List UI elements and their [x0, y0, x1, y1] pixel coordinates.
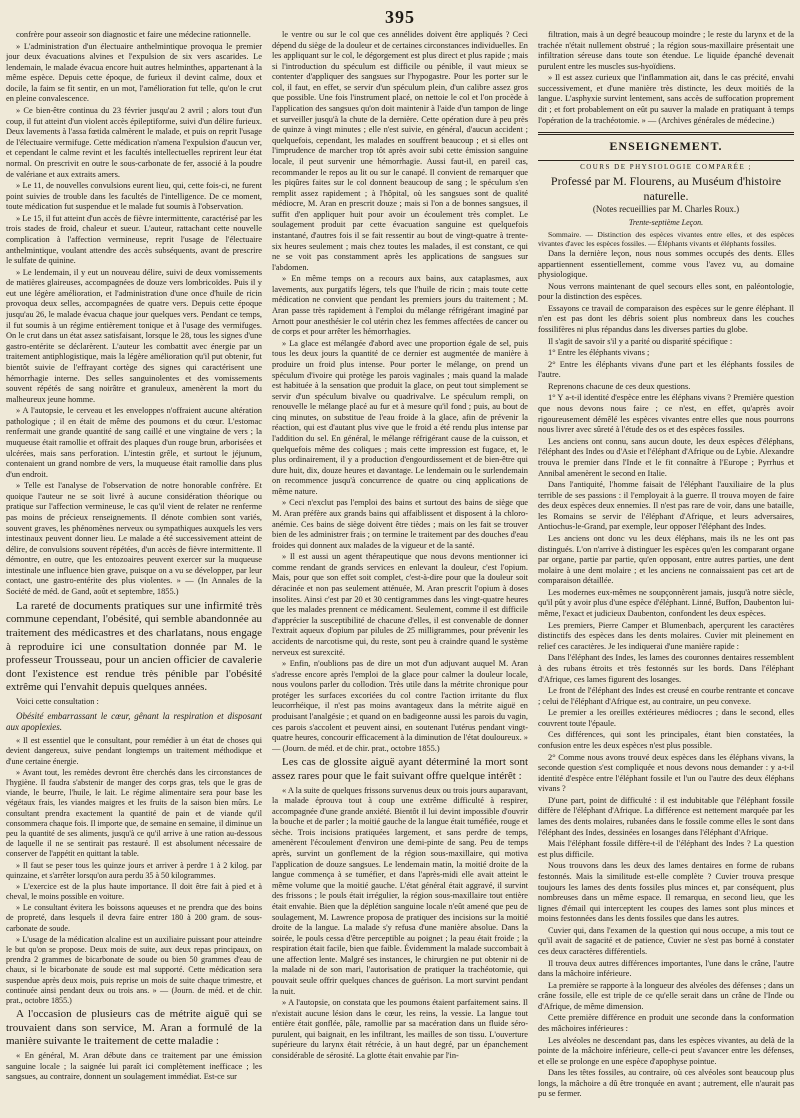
paragraph: » Le consultant évitera les boissons aqueuses et ne prendra que des boins de propreté, dans lesquels il devra faire entrer 180 à 200 gram. de sous-carbonate de soude. — [6, 903, 262, 933]
paragraph: Dans l'antiquité, l'homme faisait de l'éléphant l'auxiliaire de la plus terrible de ses passions : il l'employait à la guerre. Il trouva moyen de faire des deux espèces deux ennemies. Il n'est pas rare de voir, dans une bataille, les Romains se servir de l'éléphant d'Afrique, et leurs adversaires, Antiochus-le-Grand, par exemple, leur opposer l'éléphant des Indes. — [538, 480, 794, 532]
paragraph: La première se rapporte à la longueur des alvéoles des défenses ; dans un crâne fossile, elle est triple de ce qu'elle serait dans un crâne de l'Inde ou d'Afrique, de même dimension. — [538, 980, 794, 1011]
column-1 — [6, 30, 262, 1116]
section-title: ENSEIGNEMENT. — [609, 139, 723, 154]
paragraph: » Telle est l'analyse de l'observation de notre honorable confrère. Et quoique l'auteur ne se soit livré à aucune considération théorique ou pratique sur l'affection vermineuse, le cas qu'il vient de relater ne renferme pas moins de précieux renseignements. Il dénote combien sont variés, souvent graves, les phénomènes nerveux ou sympathiques auxquels les vers intestinaux peuvent donner lieu. Le malade a été successivement atteint de délire, de convulsions souvent répétées, d'un accès de fièvre intermittente. Il démontre, en outre, que les entozoaires peuvent exercer sur la muqueuse intestinale une influence bien grave, puisque on a vu se développer, par leur contact, une gastro-entérite des plus violentes. » — (In Annales de la Société de méd. de Gand, août et septembre, 1855.) — [6, 481, 262, 597]
lecture-title: Trente-septième Leçon. — [628, 217, 704, 227]
paragraph: D'une part, point de difficulté : il est indubitable que l'éléphant fossile diffère de l'éléphant d'Afrique. La différence est nettement marquée par les lames des dents molaires, rubanées dans le fossile comme elles le sont dans l'éléphant des Indes, dessinées en losanges dans l'éléphant d'Afrique. — [538, 795, 794, 837]
paragraph: Nous trouvons dans les deux des lames dentaires en forme de rubans festonnés. Mais la similitude est-elle complète ? Cuvier trouva presque toujours les lames des dents fossiles plus minces et, par conséquent, plus nombreuses dans un même espace. Il remarqua, en second lieu, que les lignes d'émail qui interceptent les coupes des lames sont plus minces et moins festonnées dans les dents fossiles que dans les autres. — [538, 861, 794, 924]
paragraph: Il s'agit de savoir s'il y a parité ou disparité spécifique : — [548, 336, 733, 346]
consultation-heading: Obésité embarrassant le cœur, gênant la respiration et disposant aux apoplexies. — [6, 710, 262, 732]
paragraph: Les premiers, Pierre Camper et Blumenbach, aperçurent les caractères distinctifs des espèces dans les dents molaires. Cuvier mit pleinement en relief ces caractères. Je les indiquerai d'une manière rapide : — [538, 620, 794, 651]
paragraph: » Le lendemain, il y eut un nouveau délire, suivi de deux vomissements de matières glaireuses, accompagnées de douze vers lombricoïdes. Puis il y eut une légère amélioration, et l'administration d'une once d'huile de ricin provoqua deux selles, accompagnées de quatre vers. Depuis cette époque jusqu'au 26, le malade évacua chaque jour quelques vers. Pendant ce temps, il fut soumis à un régime entièrement tonique et à l'usage des vermifuges. On le crut dans un état assez satisfaisant, lorsque le 28, tous les signes d'une gastro-entérite se déclarèrent. L'auteur les combattit avec énergie par un traitement antiphlogistique, mais la légère amélioration qu'il put obtenir, fut bientôt suivie de l'effrayant cortège des signes qui caractérisent une hémorrhagie interne. Des selles sanguinolentes et des vomissements souvent répétés de sang noirâtre et granuleux, amenèrent la mort du malheureux jeune homme. — [6, 267, 262, 404]
paragraph: Les anciens ont donc vu les deux éléphans, mais ils ne les ont pas distingués. L'on n'arrive à distinguer les espèces qu'en les comparant organe par organe, partie par partie, qu'en opposant, entre autres parties, une dent molaire à une dent molaire ; et les anciens ne connaissaient pas cet art de comparaison détaillée. — [538, 534, 794, 586]
paragraph: le ventre ou sur le col que ces annélides doivent être appliqués ? Ceci dépend du siège de la douleur et de certaines circonstances individuelles. En les appliquant sur le col, le dégorgement est plus direct et plus rapide ; mais si l'introduction du spéculum est difficile ou pénible, il vaut mieux se contenter d'appliquer des sangsues sur l'hypogastre. Pour les porter sur le col, il faut, en effet, se servir d'un spéculum plein, d'un calibre assez gros que possible. Une fois l'instrument placé, on nettoie le col et l'on procède à l'application des sangsues qu'on doit maintenir à l'aide d'un tampon de linge et surveiller jusqu'à la chute de la dernière. Cette opération dure à peu près de quinze à vingt minutes ; elle n'est suivie, en général, d'aucun accident ; quelquefois, cependant, les malades en souffrent beaucoup ; et si elles ont l'imprudence de marcher trop tôt après avoir subi cette émission sanguine locale, il peut survenir une hémorrhagie. Aussi faut-il, en pareil cas, recommander le repos au lit ou sur le canapé. Il convient de remarquer que les piqûres faites sur le col donnent beaucoup de sang ; le spéculum s'en remplit assez rapidement ; à l'hôpital, où les sangsues sont de qualité médiocre, M. Aran en prescrit douze ; mais si l'on a de bonnes sangsues, il suffit d'en appliquer huit pour avoir un écoulement très complet. Le soulagement produit par cette évacuation sanguine est quelquefois instantané, d'autres fois il se fait ressentir au bout de vingt-quatre à trente-six heures seulement ; mais chez toutes les malades, il est constant, ce qui ne se voit pas constamment après les applications de sangsues sur l'abdomen. — [272, 30, 528, 272]
paragraph: » Le 15, il fut atteint d'un accès de fièvre intermittente, caractérisé par les trois stades de froid, chaleur et sueur. L'auteur, rattachant cette nouvelle complication à l'affection vermineuse, reprit l'usage de l'électuaire anthelmintique, voulant attendre des accès subséquents, avant de prescrire le sulfate de quinine. — [6, 213, 262, 266]
paragraph: Les alvéoles ne descendant pas, dans les espèces vivantes, au delà de la pointe de la mâchoire inférieure, celle-ci peut s'avancer entre les défenses, et elle se prolonge en une espèce d'apophyse pointue. — [538, 1035, 794, 1066]
paragraph: « Il est essentiel que le consultant, pour remédier à un état de choses qui devient dangereux, suive pendant longtemps un traitement méthodique et d'une certaine énergie. — [6, 736, 262, 766]
paragraph: 2° Entre les éléphants vivans d'une part et les éléphants fossiles de l'autre. — [538, 359, 794, 380]
paragraph: » A l'autopsie, le cerveau et les enveloppes n'offraient aucune altération pathologique ; il en était de même des poumons et du cœur. L'estomac renfermait une grande quantité de sang caillé et une vingtaine de vers ; la muqueuse était ramollie et offrait des plaques d'un rouge brun, arborisées et ulcérées, mais sans perforation. L'intestin grêle, et surtout le jéjunum, contenaient un grand nombre de vers, la muqueuse était ramollie dans plus d'un endroit. — [6, 406, 262, 479]
paragraph: Reprenons chacune de ces deux questions. — [548, 381, 691, 391]
paragraph: Mais l'éléphant fossile diffère-t-il de l'éléphant des Indes ? La question est plus difficile. — [538, 839, 794, 859]
paragraph: « A la suite de quelques frissons survenus deux ou trois jours auparavant, la malade éprouva tout à coup une extrême difficulté à respirer, accompagnée d'une grande anxiété. Bientôt il lui devint impossible d'ouvrir la bouche et de parler ; la moitié gauche de la langue était tuméfiée, rouge et sèche. Trois incisions pratiquées largement, et sans perdre de temps, amenèrent l'écoulement d'environ une demi-pinte de sang. Peu de temps après, survint un gonflement de la région sous-maxillaire, qui motiva l'application de douze sangsues. Le lendemain matin, la moitié droite de la langue commença à se tuméfier, et dans l'après-midi elle avait atteint le même volume que la moitié gauche. L'état général était aggravé, il survint des frissons ; le pouls était irrégulier, la région sous-maxillaire tout entière était envahie. Bien que la déplétion sanguine locale n'eût amené que peu de soulagement, M. Lawrence proposa de pratiquer des incisions sur la moitié droite de la langue. La malade s'y refusa d'une manière absolue. Dans la soirée, le pouls cessa d'être perceptible au poignet ; la peau était froide ; la respiration était facile, bien que faible. Évidemment la malade succombait à une affection lente. Malgré ses instances, le chirurgien ne put obtenir ni de la malade ni de son mari, l'autorisation de pratiquer la trachéotomie, qui pouvait seule offrir quelques chances de guérison. La mort survint pendant la nuit. — [272, 785, 528, 996]
obesity-intro: La rareté de documents pratiques sur une infirmité très commune cependant, l'obésité, qui semble abandonnée au traitement des médicastres et des charlatans, nous engage à reproduire ici une consultation donnée par M. le professeur Trousseau, pour un ancien officier de cavalerie dont l'existence est rendue très pénible par l'obésité extrême qui l'envahit depuis quelques années. — [6, 599, 262, 694]
paragraph: » A l'autopsie, on constata que les poumons étaient parfaitement sains. Il n'existait aucune lésion dans le cœur, les reins, la vessie. La langue tout entière était gonflée, pâle, ramollie par sa macération dans un fluide séro-purulent, qui baignait, en les infiltrant, les mailles de son tissu. L'ouverture supérieure du larynx était rétrécie, à un haut degré, par un épanchement considérable de sérosité. La glotte était envahie par l'in- — [272, 998, 528, 1061]
paragraph: » En même temps on a recours aux bains, aux cataplasmes, aux lavements, aux purgatifs légers, tels que l'huile de ricin ; mais toute cette médication ne convient que pendant les premiers jours du traitement ; M. Aran passe très rapidement à l'emploi du mélange réfrigérant imaginé par Arnott pour anesthésier le col utérin chez les femmes affectées de cancer ou de corps et pour arrêter les hémorrhagies. — [272, 274, 528, 337]
column-2 — [272, 30, 528, 1116]
paragraph: Cette première différence en produit une seconde dans la conformation des mâchoires inférieures : — [538, 1013, 794, 1034]
paragraph: » La glace est mélangée d'abord avec une proportion égale de sel, puis tous les deux jours la quantité de ce dernier est augmentée de manière à produire un froid plus intense. Pour porter le mélange, on prend un spéculum d'ivoire qui protège les parois vaginales ; mais quand la malade est habituée à la sensation que produit la glace, on peut tout simplement se servir d'un spéculum bivalve ou quadrivalve. Le spéculum rempli, on renouvelle le mélange placé au fur et à mesure qu'il fond ; puis, au bout de cinq minutes, on substitue de l'eau froide à la glace, afin de prévenir la réaction, qui est d'autant plus vive que le froid a été rendu plus intense par l'addition du sel. En général, le mélange réfrigérant cause de la cuisson, et quelquefois même des coliques ; mais cette impression est fugace, et, le plus ordinairement, il y a production d'engourdissement et de bien-être qui dure huit, dix, douze heures et davantage. Le lendemain ou le surlendemain on recommence jusqu'à concurrence de quatre ou cinq applications de même nature. — [272, 338, 528, 496]
course-title: COURS DE PHYSIOLOGIE COMPARÉE ; — [580, 163, 752, 172]
consultation-intro: Voici cette consultation : — [16, 697, 99, 707]
text-columns — [6, 30, 794, 1116]
paragraph: filtration, mais à un degré beaucoup moindre ; le reste du larynx et de la trachée n'était nullement obstrué ; la région sous-maxillaire présentait une infiltration séreuse dans toute son étendue. Le liquide épanché devenait purulent entre les muscles sus-hyoïdiens. — [538, 30, 794, 71]
paragraph: » Il faut se peser tous les quinze jours et arriver à perdre 1 à 2 kilog. par quinzaine, et s'arrêter lorsqu'on aura perdu 35 à 50 kilogrammes. — [6, 860, 262, 880]
paragraph: Essayons ce travail de comparaison des espèces sur le genre éléphant. Il n'en est pas dont les débris soient plus nombreux dans les couches fossilifères ni plus répandus dans les diverses parties du globe. — [538, 303, 794, 335]
paragraph: Les anciens ont connu, sans aucun doute, les deux espèces d'éléphans, l'éléphant des Indes ou d'Asie et l'éléphant d'Afrique ou de Lybie. Alexandre trouva le premier dans l'Inde et le fit connaître à l'Europe ; Pyrrhus et Annibal amenèrent le second en Italie. — [538, 436, 794, 478]
section-divider — [538, 132, 794, 135]
paragraph: Le front de l'éléphant des Indes est creusé en courbe rentrante et concave ; celui de l'éléphant d'Afrique est, au contraire, un peu convexe. — [538, 686, 794, 706]
paragraph: confrère pour asseoir son diagnostic et faire une médecine rationnelle. — [16, 30, 251, 39]
paragraph: 1° Y a-t-il identité d'espèce entre les éléphans vivans ? Première question que nous devons nous faire ; ce n'est, en effet, qu'après avoir rigoureusement démêlé les espèces vivantes entre elles que nous pourrons nous livrer avec sûreté à l'étude des os et des espèces fossiles. — [538, 393, 794, 435]
lecture-summary: Sommaire. — Distinction des espèces vivantes entre elles, et des espèces vivantes d'avec les espèces fossiles. — Éléphants vivants et éléphants fossiles. — [538, 229, 794, 248]
section-divider-2 — [538, 160, 794, 161]
paragraph: Le premier a les oreilles extérieures médiocres ; dans le second, elles couvrent toute l'épaule. — [538, 708, 794, 728]
paragraph: Il trouva deux autres différences importantes, l'une dans le crâne, l'autre dans la mâchoire inférieure. — [538, 958, 794, 979]
glossitis-intro: Les cas de glossite aiguë ayant déterminé la mort sont assez rares pour que le fait suivant offre quelque intérêt : — [272, 756, 528, 782]
paragraph: 1° Entre les éléphants vivans ; — [548, 348, 650, 358]
paragraph: » L'exercice est de la plus haute importance. Il doit être fait à pied et à cheval, le moins possible en voiture. — [6, 881, 262, 902]
paragraph: » Ceci n'exclut pas l'emploi des bains et surtout des bains de siège que M. Aran préfère aux grands bains qui affaiblissent et disposent à la chloro-anémie. Ces bains de siège doivent être tièdes ; mais on les fait se trouver bien de les administrer frais ; on termine le traitement par des douches d'eau froides qui donnent aux malades de la vigueur et de la santé. — [272, 498, 528, 550]
paragraph: » Il est assez curieux que l'inflammation ait, dans le cas précité, envahi successivement, et d'une manière très distincte, les deux moitiés de la langue. L'asphyxie survint lentement, sans accès de suffocation proprement dit ; et fort probablement on eût pu sauver la malade en pratiquant à temps l'opération de la trachéotomie. » — (Archives générales de médecine.) — [538, 73, 794, 125]
paragraph: Cuvier qui, dans l'examen de la question qui nous occupe, a mis tout ce qu'il avait de sagacité et de patience, Cuvier ne s'est pas borné à constater ces deux caractères différentiels. — [538, 925, 794, 956]
paragraph: Dans la dernière leçon, nous nous sommes occupés des dents. Elles appartiennent essentiellement, comme vous l'avez vu, au domaine physiologique. — [538, 248, 794, 280]
paragraph: » Le 11, de nouvelles convulsions eurent lieu, qui, cette fois-ci, ne furent point suivies de trouble dans les facultés de l'intelligence. De ce moment, toute médication fut suspendue et le malade fut soumis à l'observation. — [6, 181, 262, 212]
paragraph: » L'administration d'un électuaire anthelmintique provoqua le premier jour deux évacuations alvines et l'expulsion de six vers ascarides. Le lendemain, le malade évacua encore huit autres helminthes, appartenant à la même espèce. Depuis cette époque, de furieux il devint calme, doux et docile, la faim se fit sentir, en un mot, l'amélioration fut telle, qu'on le crut en pleine convalescence. — [6, 41, 262, 104]
paragraph: » L'usage de la médication alcaline est un auxiliaire puissant pour atteindre le but qu'on se propose. Deux mois de suite, aux deux repas principaux, on prendra 2 grammes de bicarbonate de soude ou bien 50 grammes d'eau de chaux, si le bicarbonate de soude est mal supporté. Cette médication sera suspendue après deux mois, puis reprise un mois de suite chaque trimestre, et continuée ainsi pendant deux ou trois ans. » — (Journ. de méd. et de chir. prat., octobre 1855.) — [6, 934, 262, 1005]
paragraph: » Avant tout, les remèdes devront être cherchés dans les circonstances de l'hygiène. Il faudra s'abstenir de manger des corps gras, tels que le gras de viande, le beurre, l'huile, le lait. Le régime alimentaire sera pour base les végétaux frais, les viandes maigres et les fruits de la saison bien mûrs. Le consultant prendra exactement la quantité de pain et de viande qu'il consommera chaque fois. Il importe que, de semaine en semaine, il diminue un peu la quantité de ses aliments, jusqu'à ce qu'il arrive à une ration au-dessous de laquelle il ne se sentirait pas restauré. Il est absolument nécessaire de conserver de l'appétit en quittant la table. — [6, 767, 262, 859]
page-number: 395 — [385, 7, 415, 27]
professor-line: Professé par M. Flourens, au Muséum d'histoire naturelle. — [550, 174, 782, 204]
metritis-text: « En général, M. Aran débute dans ce traitement par une émission sanguine locale ; la saignée lui paraît ici complètement inefficace ; les sangsues, au contraire, donnent un soulagement immédiat. Est-ce sur — [6, 1051, 262, 1082]
paragraph: Les modernes eux-mêmes ne soupçonnèrent jamais, jusqu'à notre siècle, qu'il pût y avoir plus d'une espèce d'éléphant. Linné, Buffon, Daubenton lui-même, l'exact et judicieux Daubenton, confondent les deux espèces. — [538, 587, 794, 619]
paragraph: Ces différences, qui sont les principales, étant bien constatées, la confusion entre les deux espèces n'est plus possible. — [538, 730, 794, 750]
paragraph: » Enfin, n'oublions pas de dire un mot d'un adjuvant auquel M. Aran s'adresse encore après l'emploi de la glace pour calmer la douleur locale, nous voulons parler du collodion. Très utile dans la métrite chronique pour protéger les surfaces excoriées du col contre l'action irritante du flux leucorrhéique, il n'est pas moins avantageux dans la métrite aiguë en produisant l'analgésie ; et quand on en badigeonne aussi les parois du vagin, ces parois s'accolent et peuvent ainsi, en soutenant l'utérus pendant vingt-quatre heures, concourir efficacement à la diminution de l'état douloureux. » — (Journ. de méd. et de chir. prat., octobre 1855.) — [272, 659, 528, 753]
paragraph: Dans l'éléphant des Indes, les lames des couronnes dentaires ressemblent à des rubans étroits et très festonnés sur les bords. Dans l'éléphant d'Afrique, ces lames figurent des losanges. — [538, 653, 794, 684]
paragraph: Dans les têtes fossiles, au contraire, où ces alvéoles sont beaucoup plus longs, la mâchoire a dû être tronquée en avant ; autrement, elle n'aurait pas pu se fermer. — [538, 1068, 794, 1099]
metritis-intro: A l'occasion de plusieurs cas de métrite aiguë qui se trouvaient dans son service, M. Aran a formulé de la manière suivante le traitement de cette maladie : — [6, 1008, 262, 1048]
paragraph: » Il est aussi un agent thérapeutique que nous devons mentionner ici comme rendant de grands services en enlevant la douleur, c'est l'opium. Mais, pour que son effet soit complet, c'est-à-dire pour que la douleur soit déracinée et non pas seulement atténuée, M. Aran prescrit l'opium à doses insolites. Ainsi c'est par 20 et 30 centigrammes dans les vingt-quatre heures que les malades prennent ce médicament. Seulement, comme il est difficile d'apprécier la susceptibilité de chacune d'elles, il est convenable de donner l'extrait aqueux d'opium par pilules de 25 milligrammes, pour prévenir les accidents de narcotisme qui, du reste, sont peu à craindre quand le système nerveux est surexcité. — [272, 552, 528, 657]
notes-credit: (Notes recueillies par M. Charles Roux.) — [592, 204, 740, 215]
paragraph: » Ce bien-être continua du 23 février jusqu'au 2 avril ; alors tout d'un coup, il fut atteint d'un violent accès épileptiforme, suivi d'un délire furieux. Deux lavements à l'assa fœtida calmèrent le malade, et puis on reprit l'usage de l'électuaire vermifuge. Cette médication n'amena l'expulsion d'aucun ver, et cependant le calme revint et les facultés intellectuelles reprirent leur état normal. On prescrivit en outre le sous-carbonate de fer, associé à la poudre de valériane et aux extraits amers. — [6, 106, 262, 179]
paragraph: 2° Comme nous avons trouvé deux espèces dans les éléphans vivans, la seconde question s'est compliquée et nous devons nous demander : y a-t-il identité d'espèce entre l'éléphant fossile et l'un ou l'autre des deux éléphans vivans ? — [538, 752, 794, 794]
column-3 — [538, 30, 794, 1116]
paragraph: Nous verrons maintenant de quel secours elles sont, en paléontologie, pour la distinction des espèces. — [538, 281, 794, 302]
